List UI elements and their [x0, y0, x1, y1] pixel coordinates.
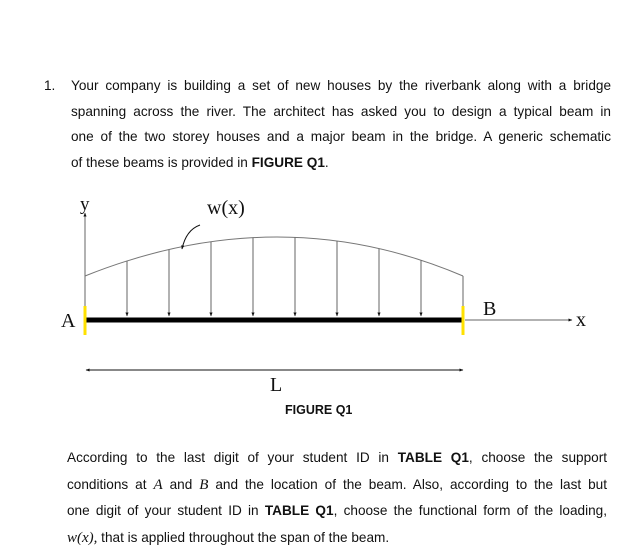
support-a-ref: A — [153, 476, 163, 493]
load-arrows — [85, 237, 463, 316]
table-reference-2: TABLE Q1 — [264, 503, 334, 518]
support-b-ref: B — [199, 476, 209, 493]
instr-line-3 — [67, 498, 607, 525]
instr-text-1b: , choose the support — [468, 450, 607, 465]
table-reference-1: TABLE Q1 — [397, 450, 469, 465]
instr-text-3: one digit of your student ID in — [67, 503, 265, 518]
instr-text-2b: and — [162, 476, 200, 492]
figure-reference: FIGURE Q1 — [251, 154, 325, 170]
intro-line-1: Your company is building a set of new houses by the riverbank along with a bridge — [71, 78, 611, 93]
instr-text-1: According to the last digit of your student ID in — [67, 450, 398, 465]
question-number: 1. — [44, 78, 56, 93]
instr-line-4 — [67, 525, 607, 552]
instr-text-2: conditions at — [67, 476, 154, 492]
load-curve — [85, 237, 463, 276]
intro-line-2: spanning across the river. The architect has asked you to design a typical beam in — [71, 103, 611, 119]
load-function-ref: w(x), — [67, 529, 98, 546]
instr-text-3b: , choose the functional form of the loading, — [333, 503, 607, 518]
load-label: w(x) — [207, 197, 245, 219]
instr-text-2c: and the location of the beam. Also, according to the last but — [208, 476, 608, 492]
intro-line-4-text: of these beams is provided in — [71, 154, 252, 170]
y-axis-label: y — [80, 194, 90, 215]
instructions — [67, 445, 607, 551]
instr-text-4: that is applied throughout the span of the beam. — [97, 529, 390, 545]
figure-caption: FIGURE Q1 — [285, 403, 353, 417]
intro-line-4-end: . — [324, 154, 329, 170]
x-axis-label: x — [576, 309, 586, 331]
intro-line-3: one of the two storey houses and a major beam in the bridge. A generic schematic — [71, 129, 611, 144]
support-a-label: A — [61, 310, 76, 332]
span-label: L — [270, 374, 283, 396]
instr-line-1 — [67, 445, 607, 472]
support-b-label: B — [483, 298, 497, 320]
instr-line-2 — [67, 472, 607, 499]
